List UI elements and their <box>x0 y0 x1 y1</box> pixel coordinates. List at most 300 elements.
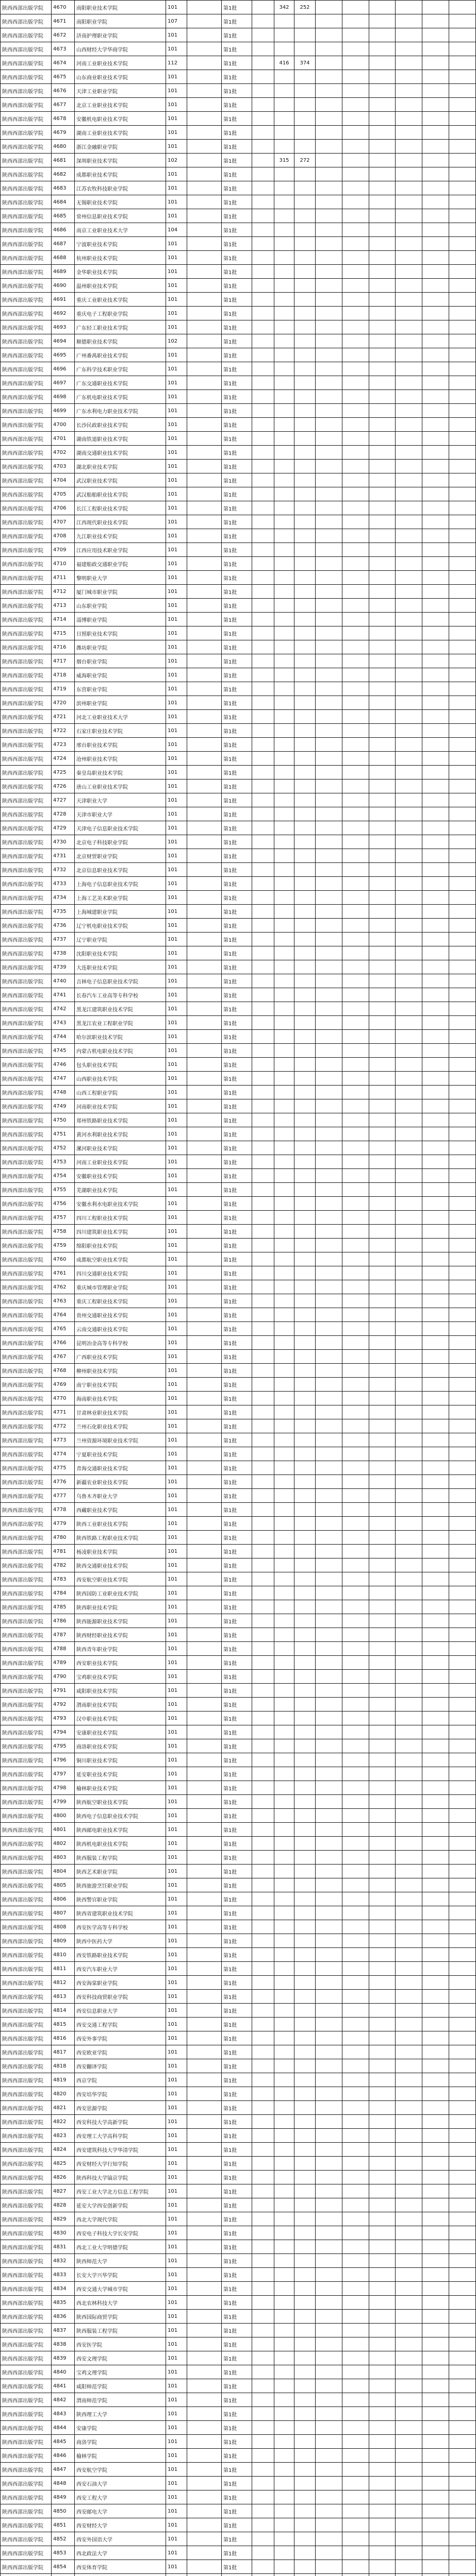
table-cell: 101 <box>166 1809 187 1823</box>
table-cell <box>252 1948 274 1962</box>
table-cell <box>449 1183 476 1197</box>
table-cell: 陕西西部出版学院 <box>1 1127 52 1141</box>
table-cell <box>316 1252 342 1266</box>
table-cell <box>294 1670 316 1684</box>
table-row <box>1 1252 476 1266</box>
table-cell <box>342 793 369 807</box>
table-cell <box>187 2101 222 2115</box>
table-cell <box>294 1280 316 1294</box>
table-cell: 101 <box>166 1044 187 1058</box>
table-cell <box>396 1920 422 1934</box>
table-cell: 陕西西部出版学院 <box>1 1113 52 1127</box>
table-cell <box>396 1141 422 1155</box>
table-row <box>1 2393 476 2407</box>
table-cell <box>449 807 476 821</box>
table-cell <box>252 265 274 279</box>
table-cell <box>316 2490 342 2504</box>
table-cell <box>449 2379 476 2393</box>
table-cell <box>316 1225 342 1239</box>
table-row <box>1 752 476 766</box>
table-cell: 4808 <box>52 1920 75 1934</box>
table-cell <box>369 1030 396 1044</box>
table-cell <box>449 2351 476 2365</box>
table-cell <box>396 418 422 432</box>
table-cell: 陕西西部出版学院 <box>1 738 52 752</box>
table-cell: 第1批 <box>222 1962 252 1976</box>
table-cell <box>422 1072 449 1086</box>
table-cell: 第1批 <box>222 849 252 863</box>
table-cell <box>294 376 316 390</box>
table-cell <box>187 515 222 529</box>
table-cell <box>274 1350 294 1364</box>
table-cell <box>252 1294 274 1308</box>
table-cell <box>252 446 274 460</box>
table-cell <box>449 2365 476 2379</box>
table-cell <box>422 766 449 779</box>
table-row <box>1 1197 476 1211</box>
table-cell <box>369 946 396 960</box>
table-cell <box>294 334 316 348</box>
table-cell <box>274 905 294 919</box>
table-row <box>1 1906 476 1920</box>
table-cell: 陕西西部出版学院 <box>1 2296 52 2310</box>
table-cell <box>274 974 294 988</box>
table-cell <box>294 1906 316 1920</box>
table-cell <box>294 2240 316 2254</box>
table-cell <box>252 2296 274 2310</box>
table-cell <box>274 1322 294 1336</box>
table-cell: 4681 <box>52 154 75 167</box>
table-cell <box>274 487 294 501</box>
table-cell: 重庆电子工程职业学院 <box>75 307 166 320</box>
table-cell <box>449 1795 476 1809</box>
table-cell <box>274 1211 294 1225</box>
table-cell <box>274 2059 294 2073</box>
table-cell <box>252 2226 274 2240</box>
table-cell <box>187 1600 222 1614</box>
table-cell <box>294 2560 316 2574</box>
table-cell <box>274 849 294 863</box>
table-cell: 101 <box>166 710 187 724</box>
table-cell: 陕西西部出版学院 <box>1 265 52 279</box>
table-cell: 第1批 <box>222 1711 252 1725</box>
table-cell <box>369 724 396 738</box>
table-cell: 第1批 <box>222 807 252 821</box>
table-cell <box>187 1280 222 1294</box>
table-cell <box>274 2421 294 2435</box>
table-cell <box>342 599 369 613</box>
table-cell <box>422 1614 449 1628</box>
table-cell <box>422 1531 449 1545</box>
table-cell <box>369 710 396 724</box>
table-cell <box>396 626 422 640</box>
table-row <box>1 738 476 752</box>
table-cell <box>449 1127 476 1141</box>
table-row <box>1 84 476 98</box>
table-cell: 第1批 <box>222 2532 252 2546</box>
table-cell: 101 <box>166 529 187 543</box>
table-cell <box>187 807 222 821</box>
table-cell <box>252 2574 274 2576</box>
table-cell <box>422 362 449 376</box>
table-cell: 陕西西部出版学院 <box>1 1823 52 1837</box>
table-cell <box>252 849 274 863</box>
table-cell: 第1批 <box>222 1475 252 1489</box>
table-cell: 顺德职业技术学院 <box>75 334 166 348</box>
table-cell <box>252 1934 274 1948</box>
table-cell <box>252 1211 274 1225</box>
table-cell: 第1批 <box>222 2004 252 2018</box>
table-cell: 陕西西部出版学院 <box>1 2393 52 2407</box>
table-cell <box>187 2351 222 2365</box>
table-cell <box>316 654 342 668</box>
table-cell <box>187 571 222 585</box>
table-cell <box>294 2463 316 2477</box>
table-cell <box>396 919 422 933</box>
table-cell: 黑龙江农业工程职业学院 <box>75 1016 166 1030</box>
table-cell <box>252 2407 274 2421</box>
table-cell: 西安财经大学行知学院 <box>75 2157 166 2171</box>
table-cell <box>252 613 274 626</box>
table-cell: 石家庄职业技术学院 <box>75 724 166 738</box>
table-cell <box>369 404 396 418</box>
table-cell: 陕西西部出版学院 <box>1 1586 52 1600</box>
table-row <box>1 1934 476 1948</box>
table-cell <box>316 1280 342 1294</box>
table-row <box>1 863 476 877</box>
table-cell: 陕西西部出版学院 <box>1 1155 52 1169</box>
table-cell <box>1 2574 52 2576</box>
table-cell: 陕西西部出版学院 <box>1 2143 52 2157</box>
table-cell <box>449 793 476 807</box>
table-cell: 374 <box>294 56 316 70</box>
table-cell <box>449 2407 476 2421</box>
table-cell <box>316 1141 342 1155</box>
table-cell: 4755 <box>52 1183 75 1197</box>
table-cell <box>294 2574 316 2576</box>
table-cell: 陕西机电职业技术学院 <box>75 1837 166 1851</box>
table-cell <box>187 1308 222 1322</box>
table-cell <box>316 988 342 1002</box>
table-cell: 4701 <box>52 432 75 446</box>
table-cell: 第1批 <box>222 696 252 710</box>
table-cell <box>274 251 294 265</box>
table-cell: 陕西理工大学 <box>75 2407 166 2421</box>
table-cell <box>396 2282 422 2296</box>
table-cell: 第1批 <box>222 1976 252 1990</box>
table-cell <box>252 766 274 779</box>
table-cell <box>342 738 369 752</box>
table-cell <box>342 223 369 237</box>
table-cell <box>187 1906 222 1920</box>
table-cell: 西安医学高等专科学校 <box>75 1920 166 1934</box>
table-cell: 陕西西部出版学院 <box>1 320 52 334</box>
table-cell: 第1批 <box>222 348 252 362</box>
table-cell <box>422 2059 449 2073</box>
table-cell: 101 <box>166 1837 187 1851</box>
table-cell <box>396 2351 422 2365</box>
table-cell: 101 <box>166 2282 187 2296</box>
table-cell <box>274 640 294 654</box>
table-cell: 4717 <box>52 654 75 668</box>
table-cell <box>252 112 274 126</box>
table-cell <box>369 863 396 877</box>
table-cell: 天津工业职业学院 <box>75 84 166 98</box>
table-cell: 陕西西部出版学院 <box>1 181 52 195</box>
table-cell <box>274 446 294 460</box>
table-cell <box>294 1322 316 1336</box>
table-cell <box>187 460 222 473</box>
table-cell: 4772 <box>52 1419 75 1433</box>
table-cell: 101 <box>166 2351 187 2365</box>
table-cell <box>274 1976 294 1990</box>
table-cell: 101 <box>166 2296 187 2310</box>
table-cell <box>342 1002 369 1016</box>
table-cell <box>369 1086 396 1099</box>
table-cell <box>294 473 316 487</box>
table-cell <box>422 1878 449 1892</box>
table-cell <box>187 1767 222 1781</box>
table-row <box>1 2171 476 2184</box>
table-cell <box>187 390 222 404</box>
table-cell <box>449 2435 476 2449</box>
table-cell: 第1批 <box>222 2184 252 2198</box>
table-cell <box>316 2532 342 2546</box>
table-cell <box>422 1809 449 1823</box>
table-cell <box>342 1086 369 1099</box>
table-cell <box>342 2324 369 2337</box>
table-cell <box>422 1155 449 1169</box>
table-cell <box>369 1948 396 1962</box>
table-cell: 浙江金融职业学院 <box>75 140 166 154</box>
table-cell: 107 <box>166 14 187 28</box>
table-cell <box>316 1002 342 1016</box>
table-cell: 101 <box>166 1531 187 1545</box>
table-cell: 101 <box>166 1016 187 1030</box>
table-cell <box>294 42 316 56</box>
table-cell: 第1批 <box>222 835 252 849</box>
table-cell <box>274 2045 294 2059</box>
table-cell: 101 <box>166 1072 187 1086</box>
table-cell <box>369 1169 396 1183</box>
table-cell <box>396 835 422 849</box>
table-cell <box>369 1795 396 1809</box>
table-cell <box>342 1294 369 1308</box>
table-cell <box>187 209 222 223</box>
table-cell: 西安石油大学 <box>75 2477 166 2490</box>
table-cell: 第1批 <box>222 237 252 251</box>
table-cell <box>342 1614 369 1628</box>
table-cell <box>396 1 422 14</box>
table-cell <box>274 1141 294 1155</box>
table-cell <box>274 1656 294 1670</box>
table-cell <box>342 390 369 404</box>
table-row <box>1 807 476 821</box>
table-cell <box>187 1113 222 1127</box>
table-cell <box>316 1475 342 1489</box>
table-cell: 第1批 <box>222 2337 252 2351</box>
table-row <box>1 1266 476 1280</box>
table-cell <box>342 515 369 529</box>
table-cell <box>316 557 342 571</box>
table-cell: 陕西西部出版学院 <box>1 1197 52 1211</box>
table-cell: 陕西西部出版学院 <box>1 2045 52 2059</box>
table-cell: 4739 <box>52 960 75 974</box>
table-cell <box>316 1336 342 1350</box>
table-cell <box>316 2031 342 2045</box>
table-cell <box>422 1475 449 1489</box>
table-cell <box>316 1586 342 1600</box>
table-cell <box>316 1044 342 1058</box>
table-cell <box>369 334 396 348</box>
table-cell <box>187 2518 222 2532</box>
table-cell <box>449 2018 476 2031</box>
table-cell <box>252 279 274 293</box>
table-cell <box>396 1169 422 1183</box>
table-cell <box>342 1906 369 1920</box>
table-cell <box>187 1809 222 1823</box>
table-cell: 黎明职业大学 <box>75 571 166 585</box>
table-cell <box>396 905 422 919</box>
table-cell <box>294 1976 316 1990</box>
table-row <box>1 1962 476 1976</box>
table-cell: 陕西西部出版学院 <box>1 2157 52 2171</box>
table-cell <box>369 42 396 56</box>
table-cell <box>422 2101 449 2115</box>
table-cell <box>369 1058 396 1072</box>
table-cell <box>274 432 294 446</box>
table-cell: 陕西西部出版学院 <box>1 1781 52 1795</box>
table-cell <box>252 223 274 237</box>
table-cell: 陕西西部出版学院 <box>1 1614 52 1628</box>
table-cell <box>187 84 222 98</box>
table-cell: 陕西西部出版学院 <box>1 654 52 668</box>
table-cell <box>342 710 369 724</box>
table-cell <box>422 348 449 362</box>
table-cell: 陕西国防工业职业技术学院 <box>75 1586 166 1600</box>
table-row <box>1 2045 476 2059</box>
table-cell <box>187 2226 222 2240</box>
table-cell: 4732 <box>52 863 75 877</box>
table-cell: 第1批 <box>222 432 252 446</box>
table-cell <box>422 279 449 293</box>
table-cell: 102 <box>166 154 187 167</box>
table-cell <box>252 1489 274 1503</box>
table-cell: 4737 <box>52 933 75 946</box>
table-cell <box>294 1725 316 1739</box>
table-cell <box>187 2087 222 2101</box>
table-cell <box>449 1586 476 1600</box>
table-cell: 陕西西部出版学院 <box>1 154 52 167</box>
table-cell <box>294 710 316 724</box>
table-row <box>1 571 476 585</box>
table-cell: 陕西西部出版学院 <box>1 1725 52 1739</box>
table-cell <box>369 1141 396 1155</box>
table-cell: 第1批 <box>222 668 252 682</box>
table-cell <box>316 2240 342 2254</box>
table-cell <box>187 1503 222 1517</box>
table-cell <box>396 1656 422 1670</box>
table-cell: 陕西西部出版学院 <box>1 2101 52 2115</box>
table-cell <box>252 98 274 112</box>
table-cell: 4846 <box>52 2449 75 2463</box>
table-cell <box>449 2296 476 2310</box>
table-cell <box>187 2268 222 2282</box>
table-cell: 第1批 <box>222 376 252 390</box>
table-cell <box>187 1795 222 1809</box>
table-cell <box>316 293 342 307</box>
table-cell <box>369 2143 396 2157</box>
table-cell: 101 <box>166 1141 187 1155</box>
table-cell: 第1批 <box>222 2463 252 2477</box>
table-cell: 第1批 <box>222 613 252 626</box>
table-cell <box>422 557 449 571</box>
table-cell <box>449 1169 476 1183</box>
table-cell: 陕西西部出版学院 <box>1 821 52 835</box>
table-cell <box>316 877 342 891</box>
table-cell <box>422 2379 449 2393</box>
table-cell: 101 <box>166 1795 187 1809</box>
table-cell: 陕西西部出版学院 <box>1 2463 52 2477</box>
table-cell: 陕西西部出版学院 <box>1 2310 52 2324</box>
table-cell <box>369 752 396 766</box>
table-row <box>1 1030 476 1044</box>
table-cell: 101 <box>166 1767 187 1781</box>
table-cell <box>294 1600 316 1614</box>
table-cell <box>187 1739 222 1753</box>
table-cell <box>316 1684 342 1698</box>
table-cell <box>449 1781 476 1795</box>
table-cell <box>342 2059 369 2073</box>
table-cell: 陕西西部出版学院 <box>1 2198 52 2212</box>
table-cell <box>316 946 342 960</box>
table-cell: 陕西西部出版学院 <box>1 1962 52 1976</box>
table-cell: 4680 <box>52 140 75 154</box>
table-row <box>1 1851 476 1865</box>
table-cell <box>422 1127 449 1141</box>
table-cell <box>294 626 316 640</box>
table-cell <box>294 1225 316 1239</box>
table-row <box>1 1503 476 1517</box>
table-cell <box>316 1072 342 1086</box>
table-cell: 4845 <box>52 2435 75 2449</box>
table-cell: 101 <box>166 1642 187 1656</box>
table-cell <box>187 1364 222 1378</box>
table-cell <box>252 2115 274 2129</box>
table-cell <box>449 1545 476 1558</box>
table-cell: 101 <box>166 2532 187 2546</box>
table-cell <box>274 2337 294 2351</box>
table-cell <box>294 501 316 515</box>
table-cell <box>252 974 274 988</box>
table-cell: 江苏农牧科技职业学院 <box>75 181 166 195</box>
table-cell <box>342 974 369 988</box>
table-cell <box>252 599 274 613</box>
table-cell: 陕西西部出版学院 <box>1 1684 52 1698</box>
table-cell: 101 <box>166 724 187 738</box>
table-cell: 陕西西部出版学院 <box>1 2490 52 2504</box>
table-cell: 104 <box>166 223 187 237</box>
table-cell <box>422 2115 449 2129</box>
table-cell <box>342 265 369 279</box>
table-cell <box>274 543 294 557</box>
table-cell <box>187 1030 222 1044</box>
table-cell <box>316 404 342 418</box>
table-cell <box>342 2212 369 2226</box>
table-cell <box>422 779 449 793</box>
table-cell <box>369 2337 396 2351</box>
table-cell <box>369 2171 396 2184</box>
